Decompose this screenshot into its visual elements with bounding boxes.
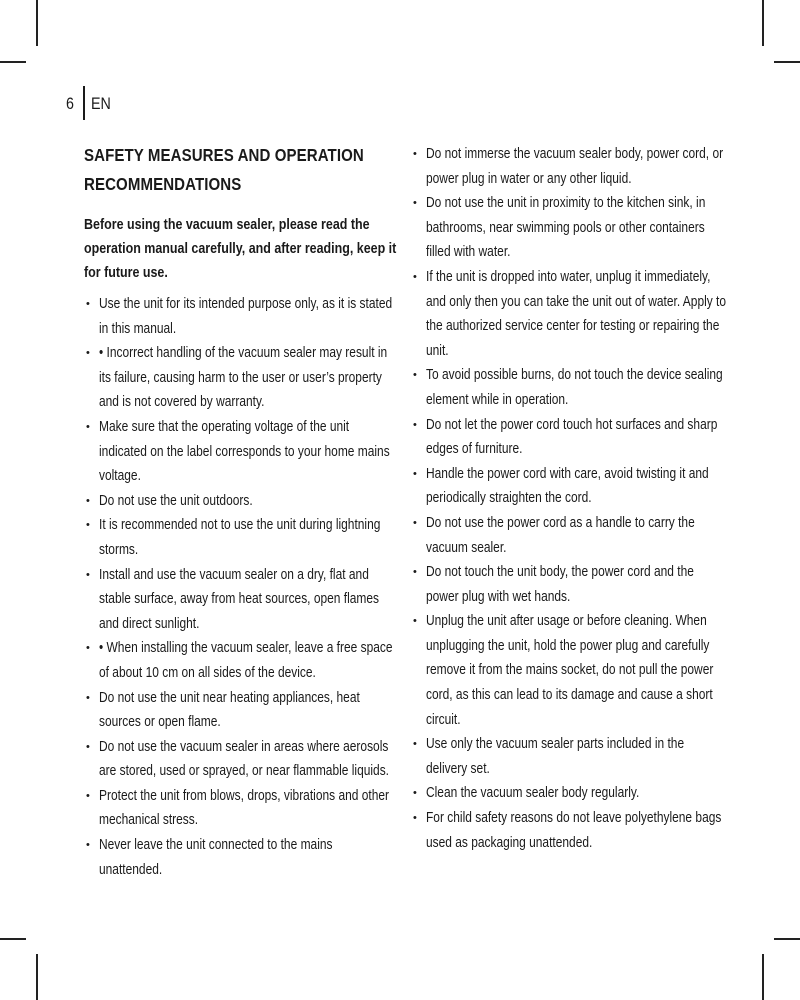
list-item-text: Handle the power cord with care, avoid twisting it and periodically straighten the cord. (426, 465, 709, 507)
bullet-icon: • (413, 812, 417, 825)
list-item-text: Do not use the unit in proximity to the kitchen sink, in bathrooms, near swimming pools or other containers filled with water. (426, 195, 706, 261)
list-item (411, 781, 727, 806)
list-item-text: Unplug the unit after usage or before cleaning. When unplugging the unit, hold the power plug and carefully remove it from the mains socket, do not pull the power cord, as this can lead to its damage and cause a short circuit. (426, 613, 714, 728)
list-item-text: • Incorrect handling of the vacuum sealer may result in its failure, causing harm to the user or user’s property and is not covered by warranty. (99, 345, 388, 411)
right-column (411, 142, 727, 855)
list-item-text: Clean the vacuum sealer body regularly. (426, 785, 640, 802)
list-item (411, 191, 727, 265)
list-item (411, 413, 727, 462)
list-item-text: Protect the unit from blows, drops, vibrations and other mechanical stress. (99, 787, 390, 829)
left-column (84, 141, 396, 882)
list-item (84, 636, 396, 685)
list-item-text: Install and use the vacuum sealer on a dry, flat and stable surface, away from heat sources, open flames and direct sunlight. (99, 566, 380, 632)
list-item-text: Use only the vacuum sealer parts included in the delivery set. (426, 736, 685, 777)
list-item (84, 833, 396, 882)
bullet-icon: • (413, 197, 417, 210)
bullet-icon: • (413, 787, 417, 800)
bullet-icon: • (86, 347, 90, 360)
list-item-text: Do not let the power cord touch hot surfaces and sharp edges of furniture. (426, 416, 718, 458)
crop-mark-bottom-left (36, 954, 38, 1000)
list-item (84, 563, 396, 637)
bullet-icon: • (413, 418, 417, 431)
crop-mark-top-left (36, 0, 38, 46)
list-item-text: It is recommended not to use the unit during lightning storms. (99, 517, 381, 558)
list-item-text: For child safety reasons do not leave polyethylene bags used as packaging unattended. (426, 810, 722, 851)
safety-list-right (411, 142, 727, 855)
list-item-text: Do not use the unit outdoors. (99, 492, 253, 509)
crop-mark-top-right (762, 0, 764, 46)
list-item-text: • When installing the vacuum sealer, leave a free space of about 10 cm on all sides of the device. (99, 640, 393, 681)
list-item-text: Do not use the power cord as a handle to carry the vacuum sealer. (426, 514, 695, 556)
list-item (411, 363, 727, 412)
list-item (411, 806, 727, 855)
list-item-text: Do not use the unit near heating appliances, heat sources or open flame. (99, 689, 360, 731)
bullet-icon: • (86, 839, 90, 852)
list-item-text: If the unit is dropped into water, unplug it immediately, and only then you can take the unit out of water. Apply to the authorized service center for testing or repairing the unit. (426, 268, 727, 359)
list-item-text: Do not immerse the vacuum sealer body, power cord, or power plug in water or any other liquid. (426, 146, 724, 187)
bullet-icon: • (86, 494, 90, 507)
bullet-icon: • (86, 691, 90, 704)
list-item-text: Never leave the unit connected to the mains unattended. (99, 837, 333, 878)
section-heading: SAFETY MEASURES AND OPERATION RECOMMENDATIONS (84, 145, 364, 194)
list-item (84, 735, 396, 784)
crop-mark-top-right-h (774, 61, 800, 63)
bullet-icon: • (413, 369, 417, 382)
list-item-text: Make sure that the operating voltage of the unit indicated on the label corresponds to your home mains voltage. (99, 418, 390, 485)
list-item (84, 686, 396, 735)
header-divider (83, 86, 85, 120)
crop-mark-bottom-right (762, 954, 764, 1000)
bullet-icon: • (86, 740, 90, 753)
page-header (66, 86, 115, 120)
list-item (84, 489, 396, 514)
bullet-icon: • (413, 615, 417, 628)
list-item-text: To avoid possible burns, do not touch the device sealing element while in operation. (426, 367, 723, 408)
bullet-icon: • (413, 467, 417, 480)
crop-mark-top-left-h (0, 61, 26, 63)
list-item (411, 142, 727, 191)
list-item (84, 784, 396, 833)
safety-list-left (84, 292, 396, 882)
bullet-icon: • (86, 420, 90, 433)
list-item (84, 292, 396, 341)
list-item (411, 560, 727, 609)
bullet-icon: • (86, 642, 90, 655)
bullet-icon: • (86, 568, 90, 581)
list-item-text: Do not touch the unit body, the power cord and the power plug with wet hands. (426, 564, 694, 605)
bullet-icon: • (86, 298, 90, 310)
bullet-icon: • (413, 148, 417, 160)
bullet-icon: • (413, 516, 417, 529)
bullet-icon: • (413, 566, 417, 579)
list-item (411, 732, 727, 781)
language-label: EN (91, 93, 112, 113)
bullet-icon: • (86, 789, 90, 802)
list-item-text: Use the unit for its intended purpose only, as it is stated in this manual. (99, 296, 393, 337)
list-item-text: Do not use the vacuum sealer in areas where aerosols are stored, used or sprayed, or near flammable liquids. (99, 738, 390, 780)
intro-paragraph: Before using the vacuum sealer, please read the operation manual carefully, and after reading, keep it for future use. (84, 217, 397, 281)
crop-mark-bottom-right-h (774, 938, 800, 940)
list-item (84, 513, 396, 562)
page-number: 6 (66, 93, 74, 113)
crop-mark-bottom-left-h (0, 938, 26, 940)
list-item (411, 265, 727, 363)
list-item (411, 609, 727, 732)
bullet-icon: • (413, 738, 417, 751)
bullet-icon: • (413, 270, 417, 283)
bullet-icon: • (86, 519, 90, 532)
list-item (84, 341, 396, 415)
list-item (411, 511, 727, 560)
list-item (411, 462, 727, 511)
list-item (84, 415, 396, 489)
